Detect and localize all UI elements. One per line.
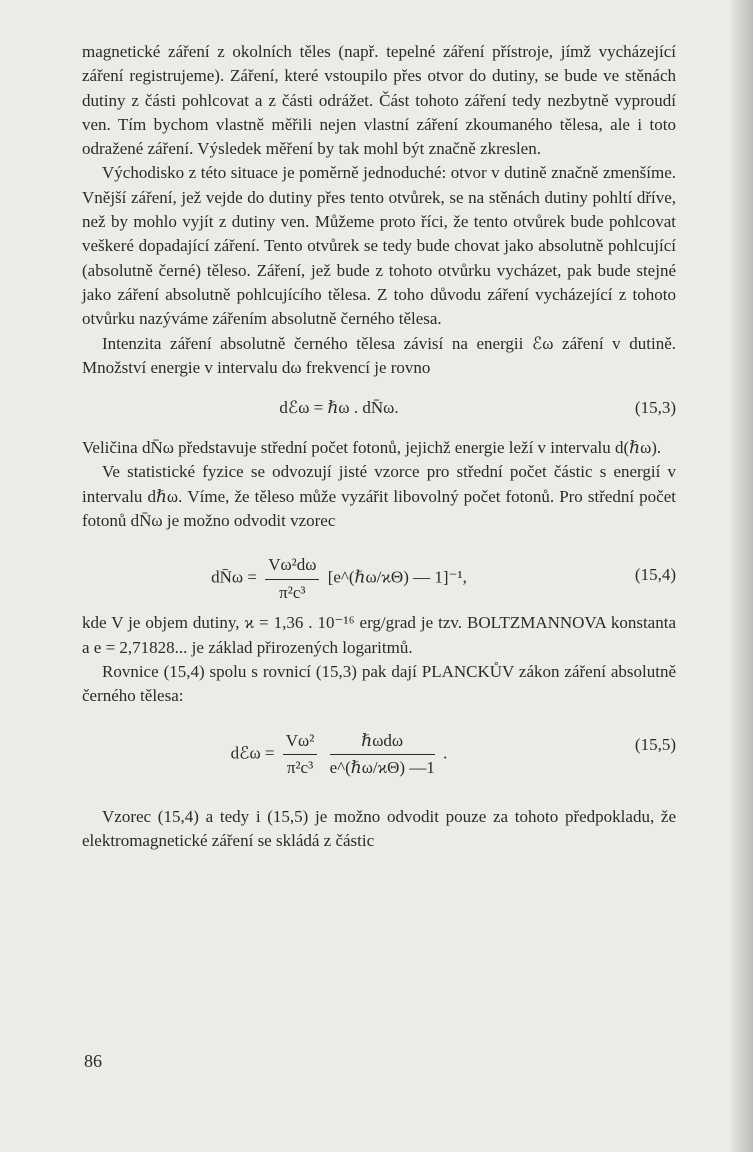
equation-15-5-fraction-2: $\frac{\text{ℏωdω}}{\text{e\textasciicircum{}(ℏω/ϰΘ) —1}}$ [329,730,435,777]
equation-15-4-lhs: dN̄ω = [211,568,257,588]
paragraph-1: magnetické záření z okolních těles (např. tepelné záření přístroje, jímž vycházející záření registrujeme). Záření, které vstoupilo přes otvor do dutiny, se bude ve stěnách dutiny z části pohlcovat a z části odrážet. Část tohoto záření tedy nezbytně vyproudí ven. Tím bychom vlastně měřili nejen vlastní záření zkoumaného tělesa, ale i toto odražené záření. Výsledek měření by tak mohl být značně zkreslen. [82,42,676,159]
paragraph-4: Veličina dN̄ω představuje střední počet fotonů, jejichž energie leží v intervalu d(ℏω). [82,438,662,458]
equation-15-3-number: (15,3) [634,398,676,418]
paragraph-6: kde V je objem dutiny, ϰ = 1,36 . 10⁻¹⁶ erg/grad je tzv. BOLTZMANNOVA konstanta a e = 2,71828... je základ přirozených logaritmů. [82,613,676,657]
equation-15-3 [82,386,676,430]
paragraph-5: Ve statistické fyzice se odvozují jisté vzorce pro střední počet částic s energií v intervalu dℏω. Víme, že těleso může vyzářit libovolný počet fotonů. Pro střední počet fotonů dN̄ω je možno odvodit vzorec [82,462,676,531]
page-number: 86 [84,1051,102,1071]
body-text [82,40,676,853]
equation-15-4 [82,539,676,605]
paragraph-3: Intenzita záření absolutně černého tělesa závisí na energii ℰω záření v dutině. Množství energie v intervalu dω frekvencí je rovno [82,333,676,377]
equation-15-5: dℰω = $\frac{\text{Vω²}}{\text{π²c³}}$ $\frac{\text{ℏωdω}}{\text{e\textasciicircum{}(ℏω/ϰΘ) —1}}$ . (15,5) [82,715,676,799]
paragraph-2: Východisko z této situace je poměrně jednoduché: otvor v dutině značně zmenšíme. Vnější záření, jež vejde do dutiny přes tento otvůrek, se na stěnách dutiny pohltí dříve, než by mohlo vyjít z dutiny ven. Můžeme proto říci, že tento otvůrek bude pohlcovat veškeré dopadající záření. Tento otvůrek se tedy bude chovat jako absolutně pohlcující (absolutně černé) těleso. Záření, jež bude z tohoto otvůrku vycházet, pak bude stejné jako záření absolutně pohlcujícího tělesa. Z toho důvodu záření vycházející z tohoto otvůrku nazýváme zářením absolutně černého tělesa. [82,163,676,329]
equation-15-5-fraction-1: $\frac{\text{Vω²}}{\text{π²c³}}$ [283,729,318,781]
paragraph-7: Rovnice (15,4) spolu s rovnicí (15,3) pak dají PLANCKŮV zákon záření absolutně černého tělesa: [82,661,676,706]
equation-15-4-fraction: $\frac{\text{Vω²dω}}{\text{π²c³}}$ [265,553,319,605]
equation-15-3-formula: dℰω = ℏω . dN̄ω. [279,398,399,418]
paragraph-8: Vzorec (15,4) a tedy i (15,5) je možno odvodit pouze za tohoto předpokladu, že elektromagnetické záření se skládá z částic [82,806,676,850]
equation-15-5-number: (15,5) [634,734,676,754]
equation-15-5-lhs: dℰω = [230,743,275,763]
equation-15-4-bracket: [e^(ℏω/ϰΘ) — 1]⁻¹, [327,568,467,588]
page-edge [731,0,753,1152]
equation-15-4-number: (15,4) [634,565,676,585]
